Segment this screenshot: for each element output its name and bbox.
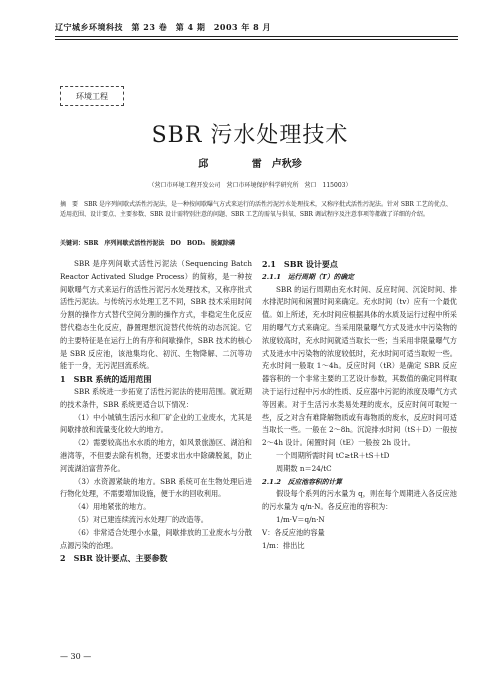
subsection-heading: 2.1.1 运行周期（T）的确定 — [262, 272, 354, 281]
list-item: （4）用地紧张的地方。 — [74, 502, 151, 512]
list-item: （2）需要较高出水水质的地方，如风景旅游区、湖泊和港湾等，不但要去除有机物，还要求出水中除磷脱氮，防止河流湖泊富营养化。 — [60, 438, 252, 473]
column-label: 环境工程 — [60, 86, 124, 106]
abstract: 摘 要 SBR 是序列间歇式活性污泥法，是一种按间歇曝气方式来运行的活性污泥污水处理技术，又称序批式活性污泥法。针对 SBR 工艺的优点、适用范围、设计要点、主要参数、SBR 设计需特别注意的问题、SBR 工艺的需氧与供氧、SBR 调试程序及注意事项等都做了详细的介绍。 — [60, 201, 452, 218]
paragraph: 假设每个系列的污水量为 q，则在每个周期进入各反应池的污水量为 q/n·N。各反应池的容积为： — [262, 489, 457, 512]
article-title: SBR 污水处理技术 — [151, 123, 349, 148]
section-heading: 2 SBR 设计要点、主要参数 — [60, 553, 168, 564]
subsection-heading: 2.1.2 反应池容积的计算 — [262, 477, 343, 486]
list-item: （5）对已建连续流污水处理厂的改造等。 — [74, 514, 208, 524]
formula: 一个周期所需时间 tC≥tR＋tS＋tD — [276, 450, 390, 460]
header-rule-thin — [55, 39, 458, 40]
formula: 1/m·V＝q/n·N — [276, 514, 325, 524]
definition: 1/m：排出比 — [262, 540, 305, 550]
section-heading: 1 SBR 系统的适用范围 — [60, 374, 152, 385]
list-item: （6）非常适合处理小水量，间歇排放的工业废水与分散点源污染的治理。 — [60, 527, 252, 550]
list-item: （1）中小城镇生活污水和厂矿企业的工业废水，尤其是间歇排放和流量变化较大的地方。 — [60, 412, 252, 435]
right-column — [262, 258, 457, 552]
authors: 邱 雷 卢秋珍 — [198, 159, 302, 170]
header-rule — [55, 36, 458, 37]
journal-header: 辽宁城乡环境科技 第 23 卷 第 4 期 2003 年 8 月 — [55, 22, 272, 32]
keywords: 关键词：SBR 序列间歇式活性污泥法 DO BOD₅ 脱氮除磷 — [60, 240, 236, 247]
page-number: — 30 — — [60, 652, 92, 661]
paragraph: SBR 系统进一步拓宽了活性污泥法的使用范围。就近期的技术条件，SBR 系统更适合以下情况： — [60, 386, 252, 409]
left-column — [60, 258, 252, 565]
affiliation: （营口市环境工程开发公司 营口市环境保护科学研究所 营口 115003） — [148, 182, 352, 189]
paragraph: SBR 是序列间歇式活性污泥法（Sequencing Batch Reactor Activated Sludge Process）的简称，是一种按间歇曝气方式来运行的活性污泥污水处理技术，又称序批式活性污泥法。与传统污水处理工艺不同，SBR 技术采用时间分割的操作方式替代空间分割的操作方式，非稳定生化反应替代稳态生化反应，静置理想沉淀替代传统的动态沉淀。它的主要特征是在运行上的有序和间歇操作，SBR 技术的核心是 SBR 反应池，该池集均化、初沉、生物降解、二沉等功能于一身，无污泥回流系统。 — [60, 259, 252, 371]
formula: 周期数 n＝24/tC — [276, 463, 332, 473]
paragraph: SBR 的运行周期由充水时间、反应时间、沉淀时间、排水排泥时间和闲置时间来确定。充水时间（tv）应有一个最优值。如上所述，充水时间应根据具体的水质及运行过程中所采用的曝气方式来确定。当采用限量曝气方式及进水中污染物的浓度较高时，充水时间就适当取长一些；当采用非限量曝气方式及进水中污染物的浓度较低时，充水时间可适当取短一些。充水时间一般取 1～4h。反应时间（tR）是确定 SBR 反应器容积的一个非常主要的工艺设计参数，其数值的确定同样取决于运行过程中污水的性质、反应器中污泥的浓度及曝气方式等因素。对于生活污水类易处理的废水，反应时间可取短一些，反之对含有难降解物质或有毒物质的废水，反应时间可适当取长一些。一般在 2～8h。沉淀排水时间（tS＋D）一般按 2～4h 设计。闲置时间（tE）一般按 2h 设计。 — [262, 284, 457, 448]
list-item: （3）水资源紧缺的地方。SBR 系统可在生物处理后进行物化处理，不需要增加设施，便于水的回收利用。 — [60, 476, 252, 499]
definition: V：各反应池的容量 — [262, 527, 325, 537]
section-heading: 2.1 SBR 设计要点 — [262, 259, 338, 269]
